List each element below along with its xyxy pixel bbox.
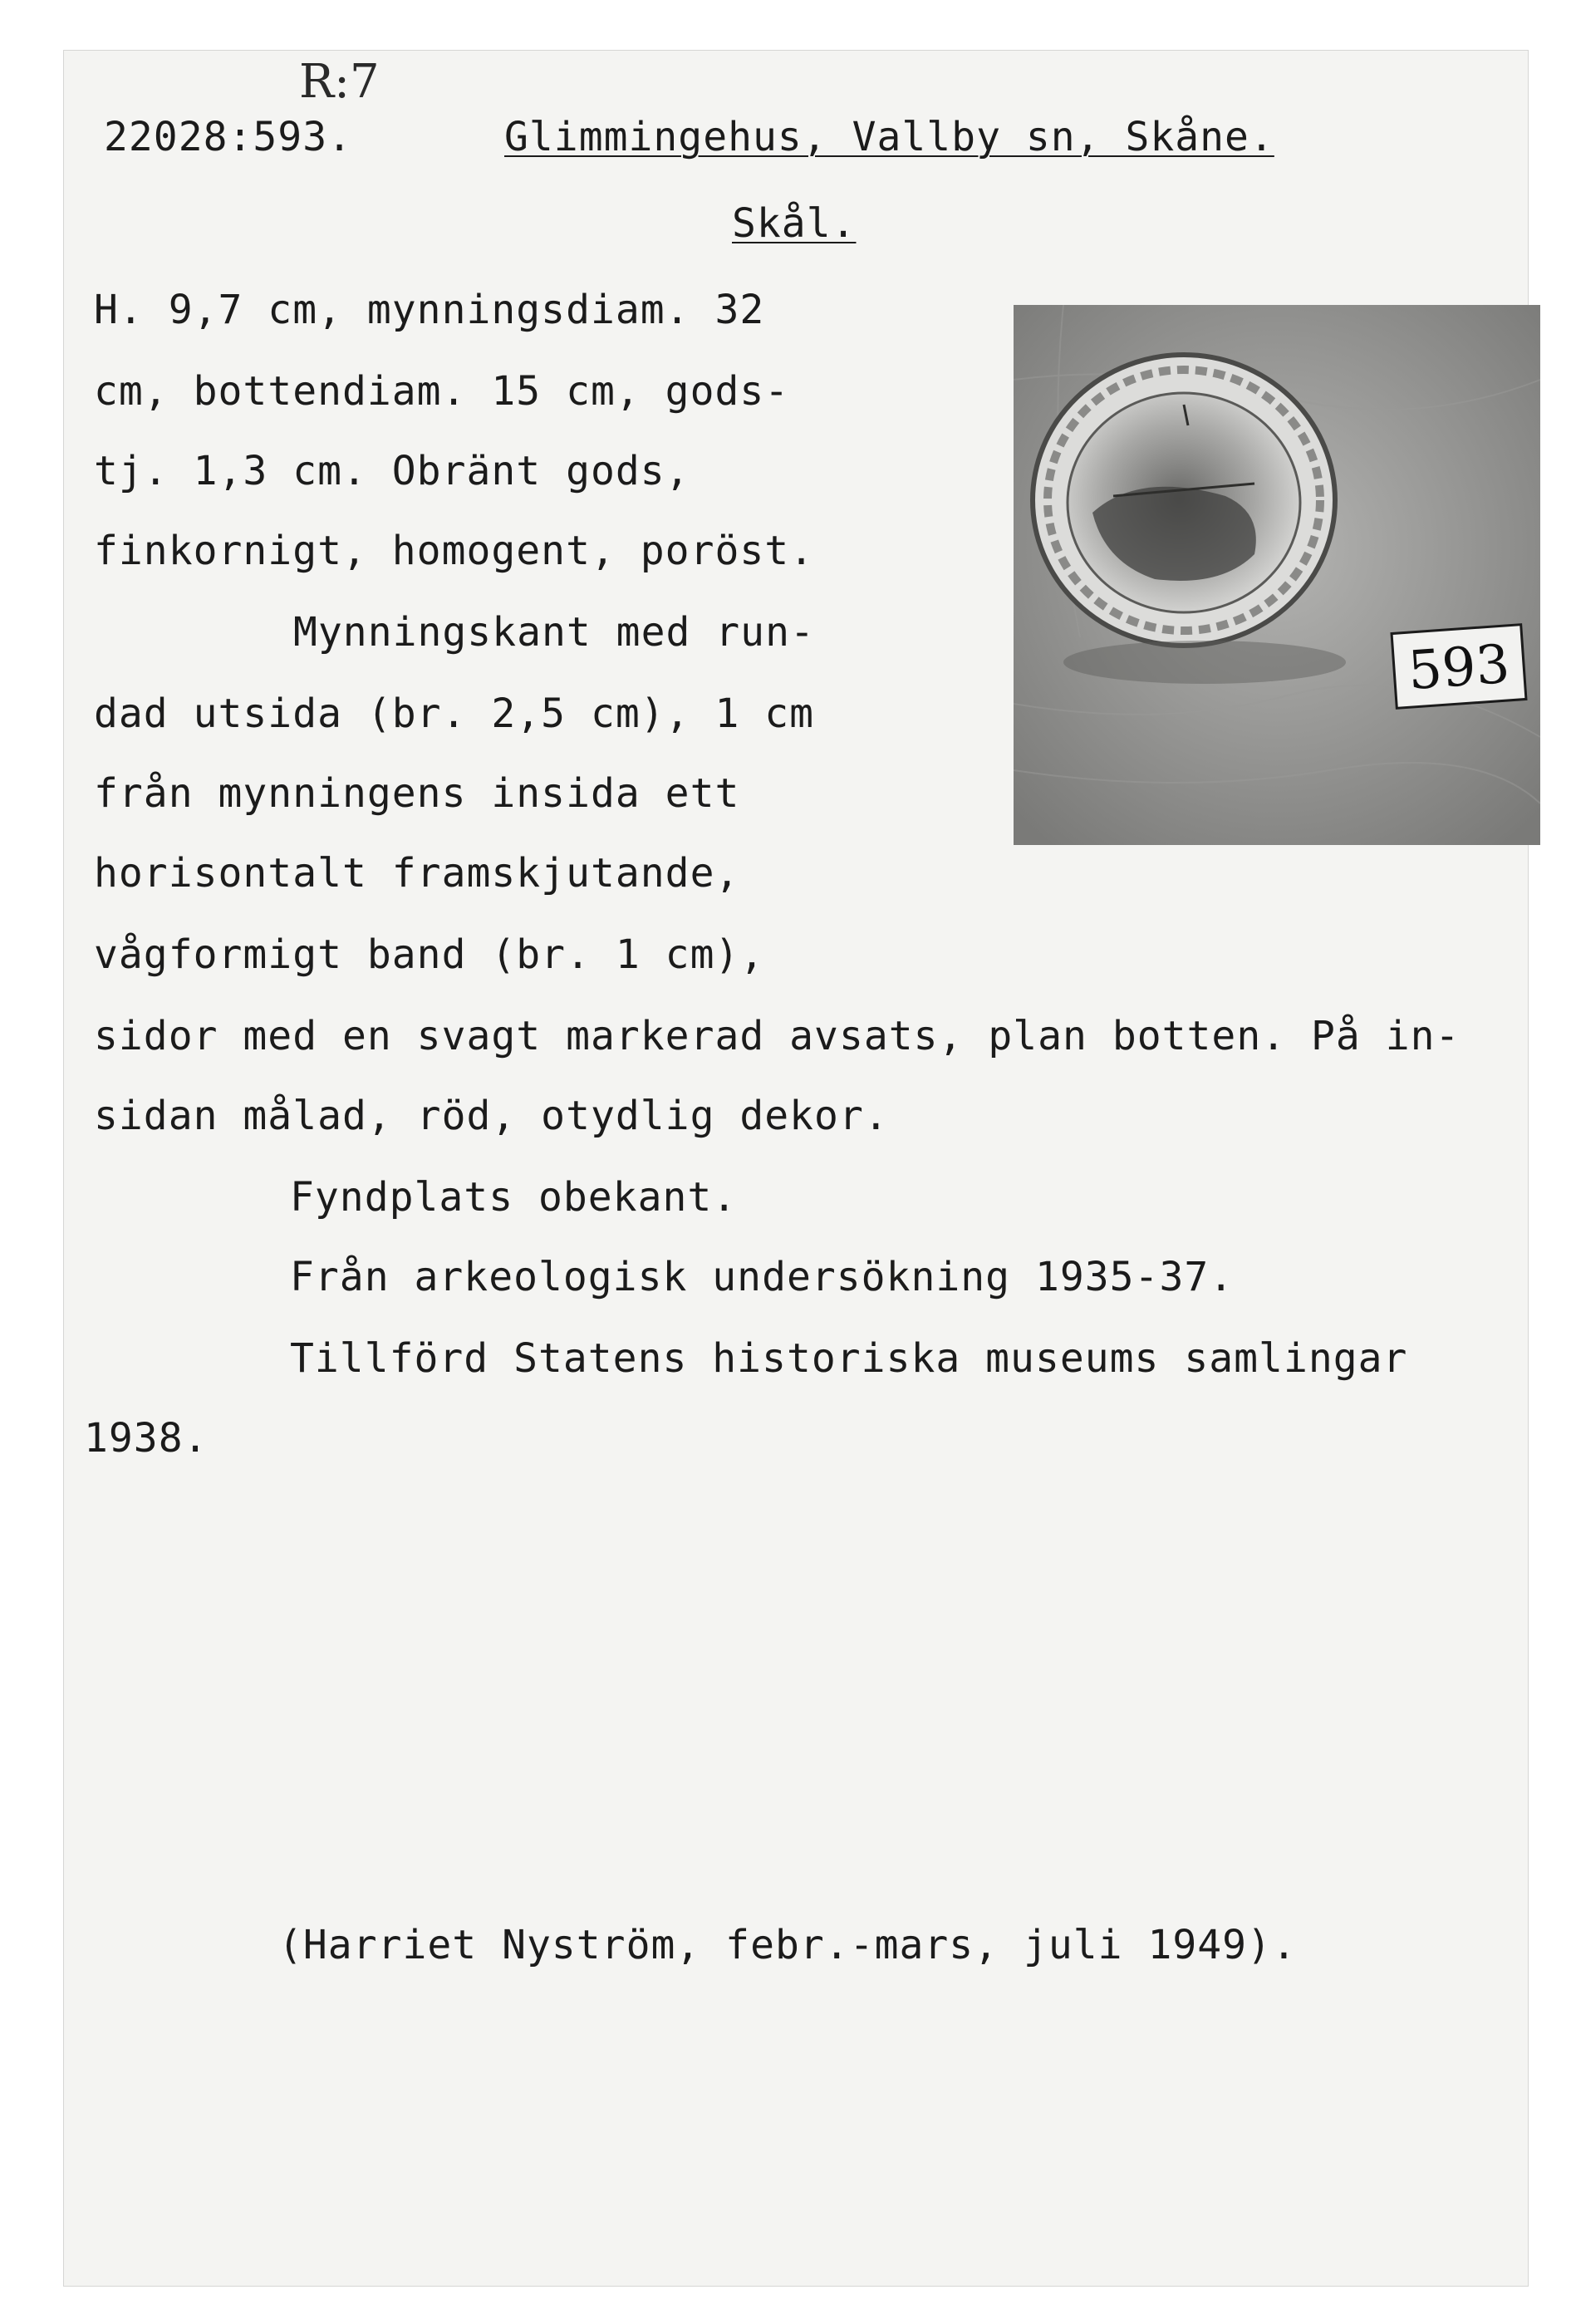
description-line: sidor med en svagt markerad avsats, plan botten. På in- [94,1013,1461,1059]
description-line: tj. 1,3 cm. Obränt gods, [94,448,690,494]
find-place-note: Fyndplats obekant. [290,1174,738,1221]
description-line: horisontalt framskjutande, [94,850,740,897]
accession-note: Tillförd Statens historiska museums samlingar [290,1335,1408,1382]
description-line: vågformigt band (br. 1 cm), [94,931,765,978]
object-title: Skål. [732,200,857,247]
description-line: cm, bottendiam. 15 cm, gods- [94,368,790,415]
accession-year: 1938. [84,1415,209,1462]
description-line: finkornigt, homogent, poröst. [94,528,815,574]
description-line: H. 9,7 cm, mynningsdiam. 32 [94,287,765,333]
excavation-note: Från arkeologisk undersökning 1935-37. [290,1254,1235,1300]
bowl-photo-image [1014,305,1540,845]
handwritten-reference: R:7 [299,55,380,109]
description-line: från mynningens insida ett [94,770,740,817]
catalog-number: 22028:593. [104,114,352,160]
description-line: Mynningskant med run- [293,609,815,656]
number-tag-label: 593 [1406,633,1512,703]
description-line: sidan målad, röd, otydlig dekor. [94,1093,889,1139]
description-line: dad utsida (br. 2,5 cm), 1 cm [94,690,815,737]
bowl-photograph [1014,305,1540,845]
location-title: Glimmingehus, Vallby sn, Skåne. [504,114,1274,160]
catalog-card [63,50,1529,2287]
author-footer: (Harriet Nyström, febr.-mars, juli 1949). [278,1922,1297,1968]
